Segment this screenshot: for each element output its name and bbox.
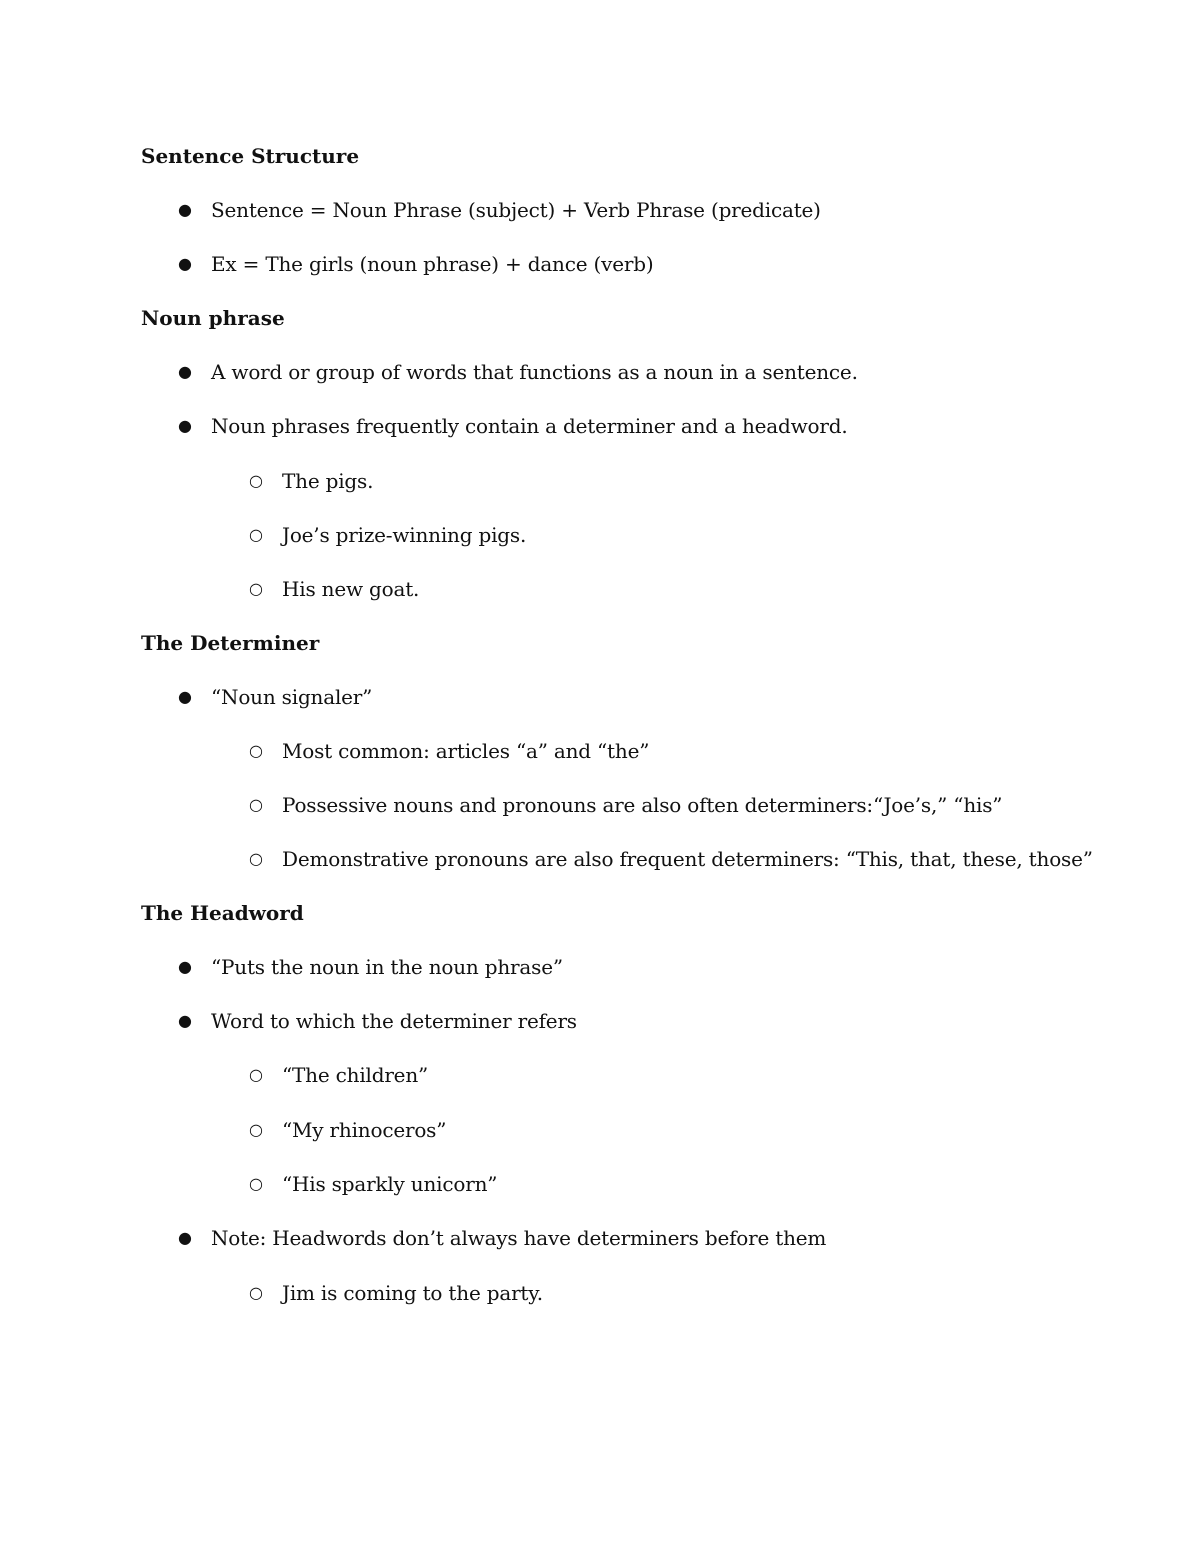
bullet-icon: ● (178, 1011, 192, 1030)
sub-bullet-icon: ○ (249, 849, 263, 868)
list-item-text: Ex = The girls (noun phrase) + dance (verb) (211, 252, 654, 276)
sub-list-item-text: Joe’s prize-winning pigs. (282, 523, 527, 547)
sub-list-item-text: “His sparkly unicorn” (282, 1172, 498, 1196)
sub-bullet-icon: ○ (249, 1174, 263, 1193)
section-heading-the-headword: The Headword (141, 901, 304, 925)
sub-list-item-text: Possessive nouns and pronouns are also often determiners:“Joe’s,” “his” (282, 793, 1003, 817)
sub-bullet-icon: ○ (249, 1283, 263, 1302)
bullet-icon: ● (178, 1228, 192, 1247)
sub-list-item-text: “My rhinoceros” (282, 1118, 447, 1142)
sub-bullet-icon: ○ (249, 525, 263, 544)
sub-list-item-text: The pigs. (282, 469, 374, 493)
list-item-text: Note: Headwords don’t always have determiners before them (211, 1226, 827, 1250)
sub-bullet-icon: ○ (249, 1065, 263, 1084)
list-item-text: Sentence = Noun Phrase (subject) + Verb Phrase (predicate) (211, 198, 821, 222)
sub-list-item-text: His new goat. (282, 577, 420, 601)
bullet-icon: ● (178, 200, 192, 219)
list-item-text: “Noun signaler” (211, 685, 373, 709)
section-heading-noun-phrase: Noun phrase (141, 306, 285, 330)
bullet-icon: ● (178, 362, 192, 381)
bullet-icon: ● (178, 416, 192, 435)
sub-bullet-icon: ○ (249, 1120, 263, 1139)
sub-list-item-text: Demonstrative pronouns are also frequent determiners: “This, that, these, those” (282, 847, 1093, 871)
list-item-text: Word to which the determiner refers (211, 1009, 577, 1033)
bullet-icon: ● (178, 254, 192, 273)
list-item-text: Noun phrases frequently contain a determiner and a headword. (211, 414, 848, 438)
sub-bullet-icon: ○ (249, 741, 263, 760)
section-heading-the-determiner: The Determiner (141, 631, 320, 655)
sub-bullet-icon: ○ (249, 579, 263, 598)
sub-list-item-text: “The children” (282, 1063, 429, 1087)
bullet-icon: ● (178, 687, 192, 706)
section-heading-sentence-structure: Sentence Structure (141, 144, 360, 168)
sub-bullet-icon: ○ (249, 471, 263, 490)
sub-list-item-text: Jim is coming to the party. (282, 1281, 543, 1305)
sub-list-item-text: Most common: articles “a” and “the” (282, 739, 650, 763)
bullet-icon: ● (178, 957, 192, 976)
list-item-text: “Puts the noun in the noun phrase” (211, 955, 563, 979)
sub-bullet-icon: ○ (249, 795, 263, 814)
list-item-text: A word or group of words that functions as a noun in a sentence. (211, 360, 858, 384)
